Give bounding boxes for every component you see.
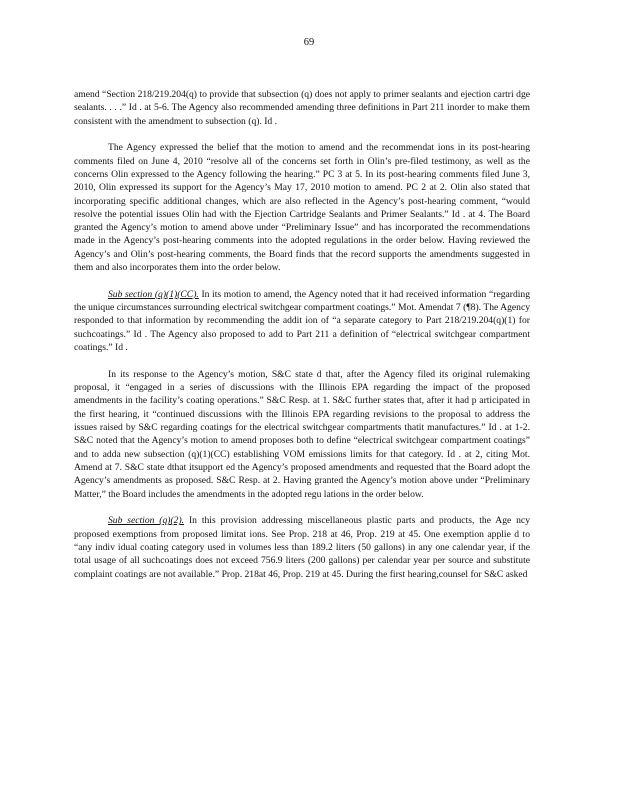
paragraph-5-text: In this provision addressing miscellaneous plastic parts and products, the Age ncy proposed exemptions from proposed limitat ions. See Prop. 218 at 46, Prop. 219 at 45. One exemption applie d to “any indiv idual coating category used in volumes less than 189.2 liters (50 gallons) in any one calendar year, if the total usage of all suchcoatings does not exceed 756.9 liters (200 gallons) per calendar year per source and substitute complaint coatings are not available.” Prop. 218at 46, Prop. 219 at 45. During the first hearing,counsel for S&C asked [74, 515, 530, 580]
paragraph-2: The Agency expressed the belief that the motion to amend and the recommendat ions in its post-hearing comments filed on June 4, 2010 “resolve all of the concerns set forth in Olin’s pre-filed testimony, as well as the concerns Olin expressed to the Agency following the hearing.” PC 3 at 5. In its post-hearing comments filed June 3, 2010, Olin expressed its support for the Agency’s May 17, 2010 motion to amend. PC 2 at 2. Olin also stated that incorporating specific additional changes, which are also reflected in the Agency’s post-hearing comment, “would resolve the potential issues Olin had with the Ejection Cartridge Sealants and Primer Sealants.” Id . at 4. The Board granted the Agency’s motion to amend above under “Preliminary Issue” and has incorporated the recommendations made in the Agency’s post-hearing comments into the adopted regulations in the order below. Having reviewed the Agency’s and Olin’s post-hearing comments, the Board finds that the record supports the amendments suggested in them and also incorporates them into the order below. [74, 142, 530, 274]
subsection-heading: Sub section (q)(2). [108, 515, 185, 527]
paragraph-3 [74, 288, 530, 354]
page-number: 69 [303, 37, 315, 48]
paragraph-1: amend “Section 218/219.204(q) to provide that subsection (q) does not apply to primer sealants and ejection cartri dge sealants. . . .” Id . at 5-6. The Agency also recommended amending three definitions in Part 211 inorder to make them consistent with the amendment to subsection (q). Id . [74, 89, 530, 127]
subsection-heading: Sub section (q)(1)(CC). [108, 288, 199, 300]
paragraph-5 [74, 514, 530, 580]
paragraph-3-text: In its motion to amend, the Agency noted that it had received information “regarding the unique circumstances surrounding electrical switchgear compartment coatings.” Mot. Amendat 7 (¶8). The Agency responded to that information by recommending the addit ion of “a separate category to Part 218/219.204(q)(1) for suchcoatings.” Id . The Agency also proposed to add to Part 211 a definition of “electrical switchgear compartment coatings.” Id . [74, 288, 531, 354]
document-body [74, 88, 530, 594]
paragraph-4: In its response to the Agency’s motion, S&C state d that, after the Agency filed its original rulemaking proposal, it “engaged in a series of discussions with the Illinois EPA regarding the impact of the proposed amendments in the facility’s coating operations.” S&C Resp. at 1. S&C further states that, after it had p articipated in the first hearing, it “continued discussions with the Illinois EPA regarding revisions to the proposal to address the issues raised by S&C regarding coatings for the electrical switchgear compartments thatit manufactures.” Id . at 1-2. S&C noted that the Agency’s motion to amend proposes both to define “electrical switchgear compartment coatings” and to adda new subsection (q)(1)(CC) establishing VOM emissions limits for that category. Id . at 2, citing Mot. Amend at 7. S&C state dthat itsupport ed the Agency’s proposed amendments and requested that the Board adopt the Agency’s amendments as proposed. S&C Resp. at 2. Having granted the Agency’s motion above under “Preliminary Matter,” the Board includes the amendments in the adopted regu lations in the order below. [74, 368, 530, 500]
